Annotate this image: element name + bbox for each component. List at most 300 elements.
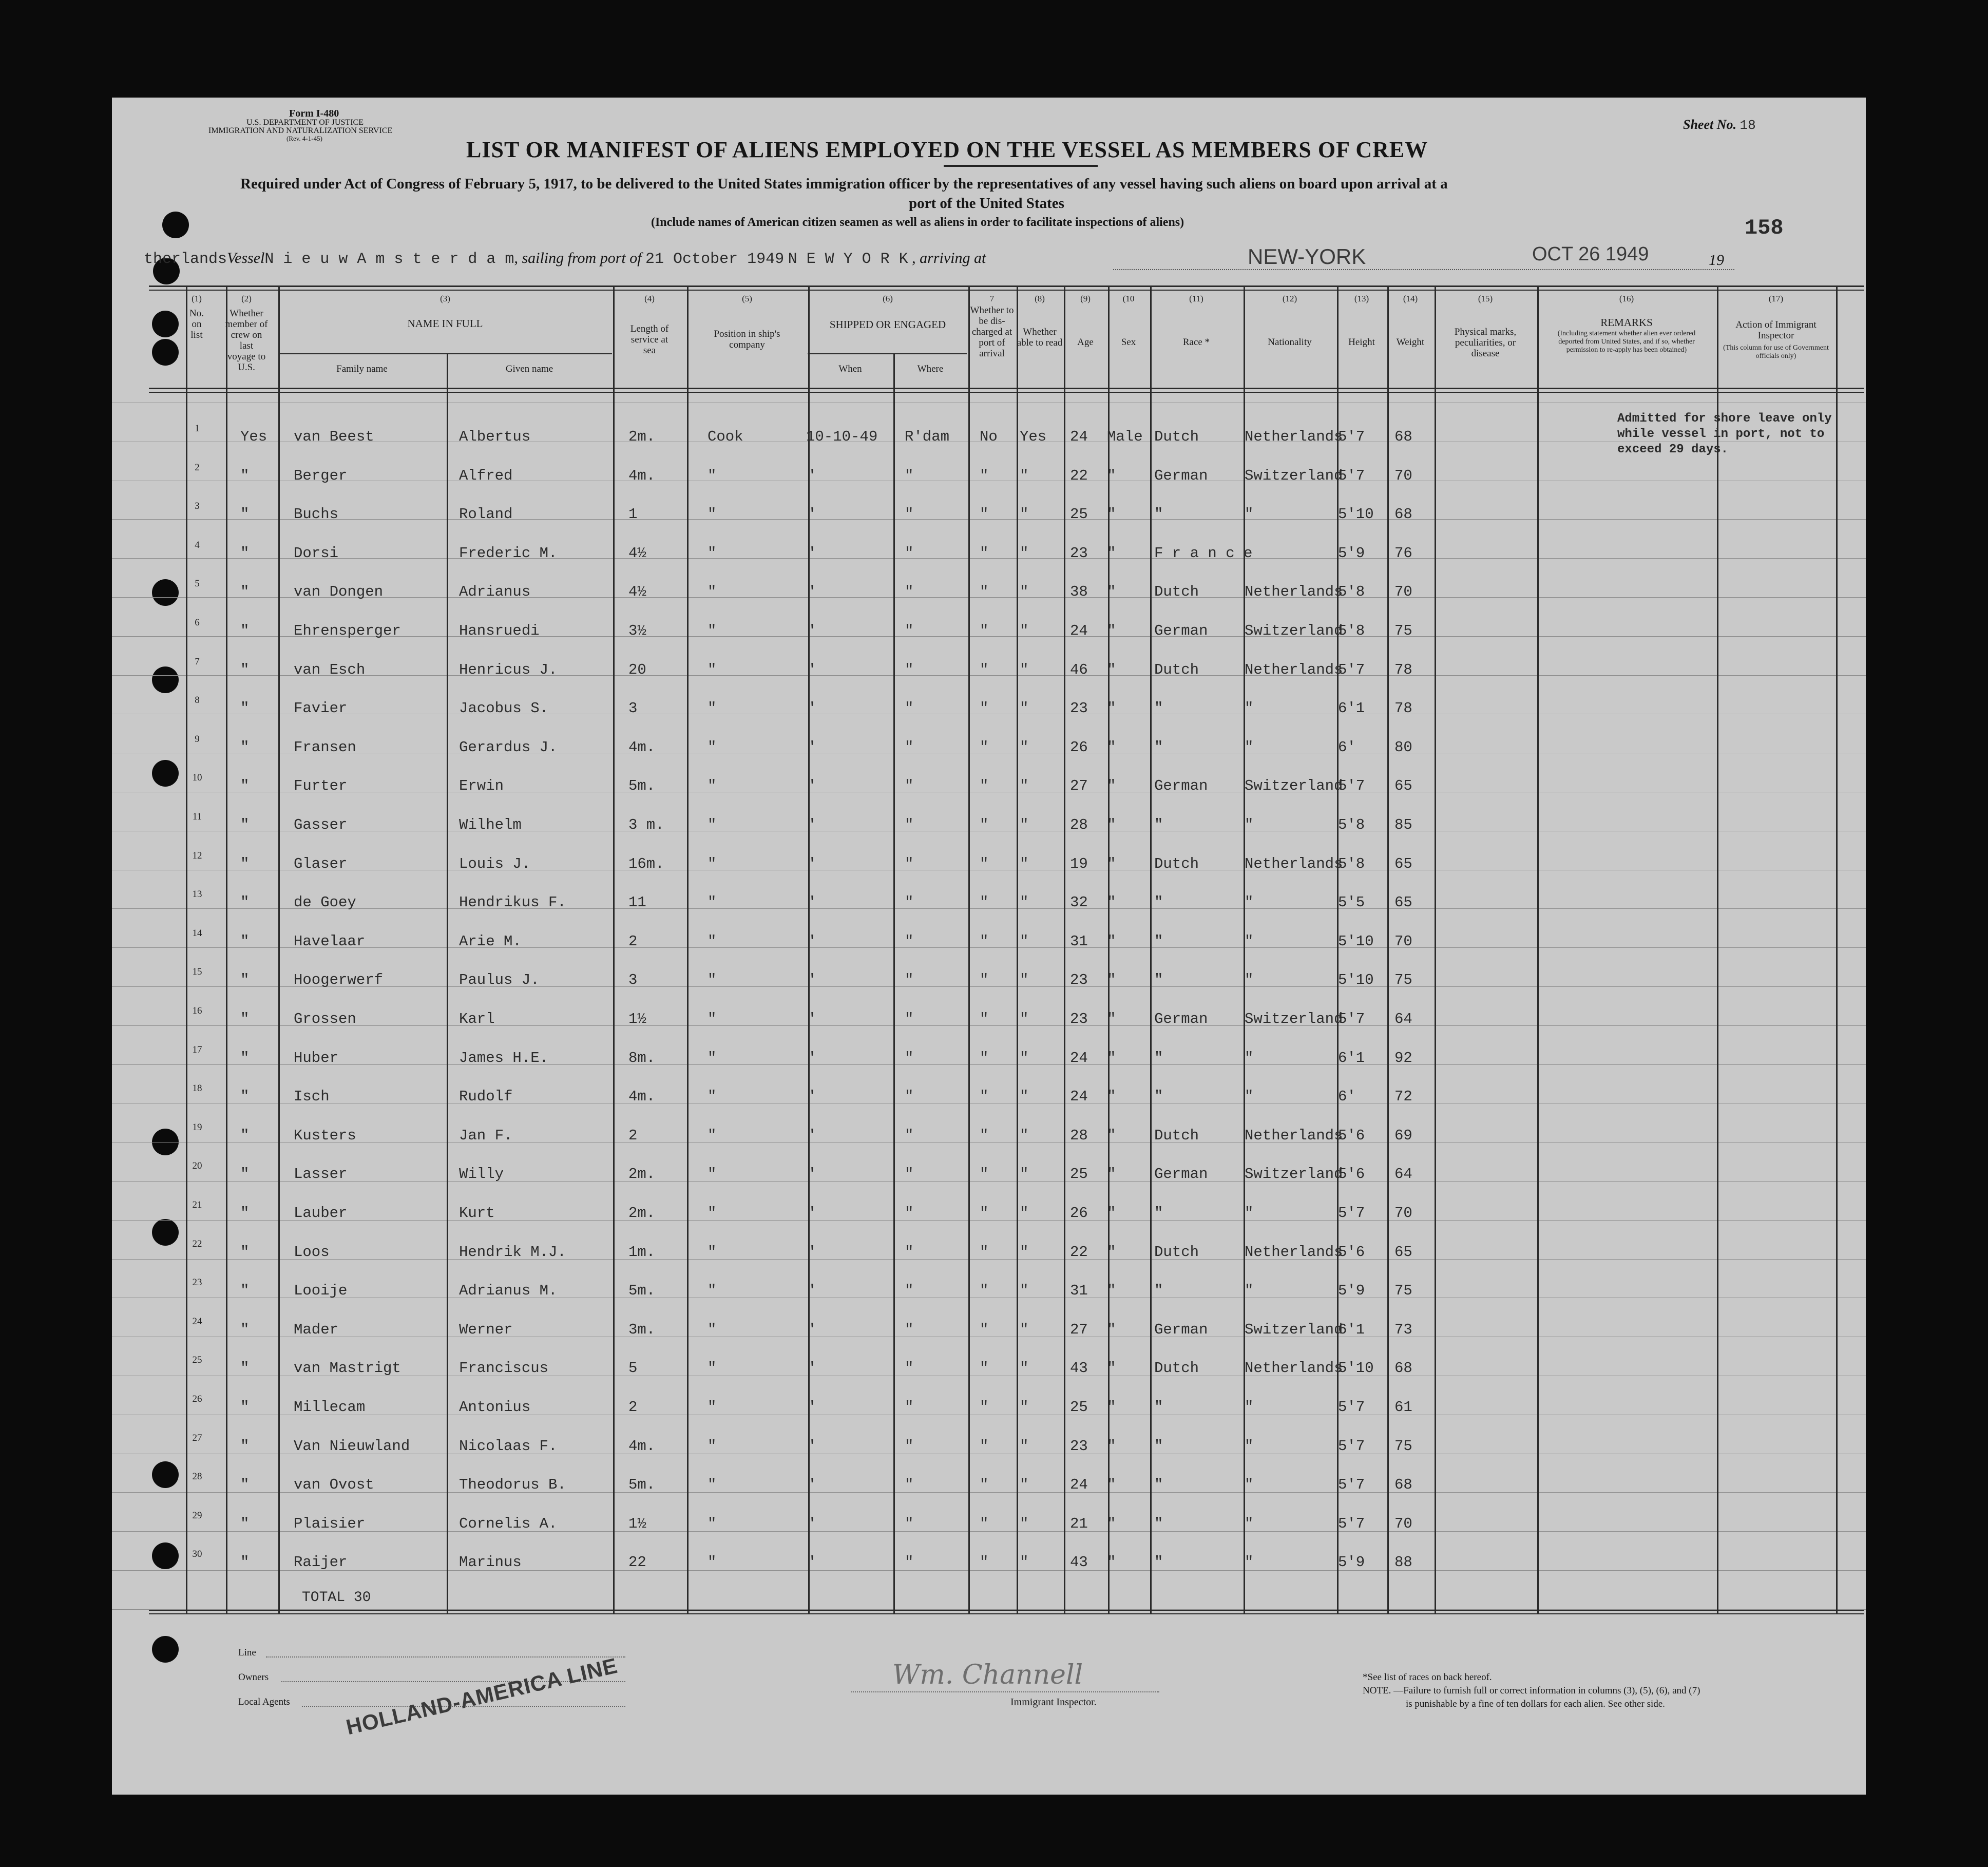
age-cell: 23 xyxy=(1070,544,1088,562)
age-cell: 31 xyxy=(1070,932,1088,950)
able-to-read-cell: " xyxy=(1020,738,1029,756)
punch-hole xyxy=(152,760,179,787)
given-name-cell: Nicolaas F. xyxy=(459,1437,558,1455)
family-name-cell: Mader xyxy=(294,1321,339,1338)
col-header-read: Whether able to read xyxy=(1017,327,1063,348)
shipped-where-cell: " xyxy=(905,1127,914,1144)
height-cell: 5'10 xyxy=(1338,506,1374,523)
family-name-cell: Ehrensperger xyxy=(294,622,401,639)
column-line xyxy=(1537,285,1539,1613)
revision: (Rev. 4-1-45) xyxy=(286,135,322,142)
punch-hole xyxy=(152,666,179,693)
discharged-cell: " xyxy=(980,1243,989,1261)
vessel-nationality: therlands xyxy=(144,251,227,268)
col-header-given: Given name xyxy=(505,364,553,374)
age-cell: 24 xyxy=(1070,428,1088,445)
shipped-when-cell: " xyxy=(806,1127,815,1144)
family-name-cell: Kusters xyxy=(294,1127,356,1144)
subtitle: port of the United States xyxy=(909,195,1064,212)
given-name-cell: Cornelis A. xyxy=(459,1515,558,1532)
column-line xyxy=(1017,285,1018,1613)
nationality-cell: " xyxy=(1245,1282,1254,1300)
shipped-where-cell: " xyxy=(905,1166,914,1183)
discharged-cell: " xyxy=(980,1088,989,1106)
given-name-cell: Paulus J. xyxy=(459,971,540,989)
weight-cell: 73 xyxy=(1394,1321,1412,1338)
punch-hole xyxy=(152,1542,179,1569)
service-length-cell: 2 xyxy=(628,1127,638,1144)
weight-cell: 61 xyxy=(1394,1399,1412,1416)
service-length-cell: 1m. xyxy=(628,1243,656,1261)
col-number: (13) xyxy=(1354,294,1369,303)
total-count: TOTAL 30 xyxy=(302,1590,371,1606)
sailing-port: N E W Y O R K xyxy=(788,251,908,268)
row-number: 29 xyxy=(192,1510,202,1521)
row-number: 10 xyxy=(192,772,202,784)
given-name-cell: Albertus xyxy=(459,428,531,445)
age-cell: 24 xyxy=(1070,1476,1088,1494)
column-line xyxy=(278,285,280,1613)
height-cell: 5'8 xyxy=(1338,816,1365,833)
last-voyage-cell: " xyxy=(240,1399,250,1416)
col-header-shipped: SHIPPED OR ENGAGED xyxy=(829,318,946,331)
able-to-read-cell: " xyxy=(1020,1437,1029,1455)
given-name-cell: James H.E. xyxy=(459,1049,549,1066)
col-number: (11) xyxy=(1189,294,1203,303)
race-cell: " xyxy=(1154,932,1163,950)
position-cell: " xyxy=(708,1321,717,1338)
sex-cell: " xyxy=(1107,1554,1116,1571)
weight-cell: 68 xyxy=(1394,428,1412,445)
race-cell: " xyxy=(1154,816,1163,833)
family-name-cell: Gasser xyxy=(294,816,348,833)
ruled-line xyxy=(112,675,1866,676)
height-cell: 5'9 xyxy=(1338,544,1365,562)
sex-cell: " xyxy=(1107,544,1116,562)
family-name-cell: van Esch xyxy=(294,661,366,678)
punch-hole xyxy=(162,212,189,238)
row-number: 30 xyxy=(192,1549,202,1560)
position-cell: " xyxy=(708,777,717,795)
position-cell: " xyxy=(708,1476,717,1494)
nationality-cell: " xyxy=(1245,506,1254,523)
column-line xyxy=(1836,285,1838,1613)
weight-cell: 64 xyxy=(1394,1011,1412,1027)
able-to-read-cell: " xyxy=(1020,777,1029,795)
position-cell: " xyxy=(708,1399,717,1416)
shipped-when-cell: " xyxy=(806,738,815,756)
family-name-cell: Grossen xyxy=(294,1011,356,1027)
weight-cell: 65 xyxy=(1394,777,1412,795)
last-voyage-cell: " xyxy=(240,622,250,639)
service-length-cell: 1½ xyxy=(628,1515,646,1532)
last-voyage-cell: " xyxy=(240,738,250,756)
height-cell: 5'8 xyxy=(1338,855,1365,872)
ruled-line xyxy=(112,1609,1866,1610)
ruled-line xyxy=(112,947,1866,948)
sheet-number: 18 xyxy=(1740,118,1756,133)
last-voyage-cell: " xyxy=(240,661,250,678)
position-cell: " xyxy=(708,932,717,950)
given-name-cell: Erwin xyxy=(459,777,504,795)
position-cell: " xyxy=(708,583,717,601)
discharged-cell: " xyxy=(980,816,989,833)
age-cell: 22 xyxy=(1070,1243,1088,1261)
given-name-cell: Hansruedi xyxy=(459,622,540,639)
discharged-cell: No xyxy=(980,428,998,445)
age-cell: 21 xyxy=(1070,1515,1088,1532)
sex-cell: " xyxy=(1107,1399,1116,1416)
discharged-cell: " xyxy=(980,506,989,523)
col-header-physical: Physical marks, peculiarities, or disease xyxy=(1454,327,1517,359)
column-line xyxy=(893,353,895,1613)
able-to-read-cell: " xyxy=(1020,467,1029,484)
column-line xyxy=(687,285,689,1613)
col-number: (6) xyxy=(883,294,893,303)
family-name-cell: Glaser xyxy=(294,855,348,872)
sex-cell: " xyxy=(1107,738,1116,756)
given-name-cell: Karl xyxy=(459,1011,495,1027)
discharged-cell: " xyxy=(980,894,989,911)
shipped-where-cell: " xyxy=(905,1399,914,1416)
height-cell: 5'7 xyxy=(1338,777,1365,795)
family-name-cell: Lasser xyxy=(294,1166,348,1183)
row-number: 13 xyxy=(192,889,202,900)
page-number: 158 xyxy=(1745,216,1784,240)
race-cell: " xyxy=(1154,1049,1163,1066)
nationality-cell: " xyxy=(1245,971,1254,989)
position-cell: " xyxy=(708,1554,717,1571)
age-cell: 28 xyxy=(1070,816,1088,833)
race-cell: " xyxy=(1154,1205,1163,1222)
inspector-label: Immigrant Inspector. xyxy=(1010,1697,1097,1708)
race-cell: Dutch xyxy=(1154,428,1199,445)
shipped-where-cell: " xyxy=(905,1321,914,1338)
sex-cell: " xyxy=(1107,816,1116,833)
position-cell: " xyxy=(708,1282,717,1300)
last-voyage-cell: " xyxy=(240,855,250,872)
col-header-action: Action of Immigrant Inspector xyxy=(1735,319,1817,341)
sex-cell: " xyxy=(1107,932,1116,950)
shipped-when-cell: " xyxy=(806,1282,815,1300)
shipped-where-cell: " xyxy=(905,1360,914,1377)
row-number: 9 xyxy=(195,733,200,745)
service-length-cell: 3 m. xyxy=(628,816,664,833)
discharged-cell: " xyxy=(980,467,989,484)
race-cell: " xyxy=(1154,700,1163,717)
punch-hole xyxy=(152,1461,179,1488)
col-header-action-note: (This column for use of Government officials only) xyxy=(1723,344,1829,360)
column-line xyxy=(1717,285,1718,1613)
ruled-line xyxy=(112,1181,1866,1182)
family-name-cell: Raijer xyxy=(294,1554,348,1571)
nationality-cell: Netherlands xyxy=(1245,661,1343,678)
service-length-cell: 3m. xyxy=(628,1321,656,1338)
height-cell: 6' xyxy=(1338,738,1356,756)
nationality-cell: " xyxy=(1245,1088,1254,1106)
last-voyage-cell: " xyxy=(240,1088,250,1106)
race-cell: German xyxy=(1154,777,1208,795)
age-cell: 43 xyxy=(1070,1554,1088,1571)
shipped-where-cell: " xyxy=(905,1476,914,1494)
service-length-cell: 5m. xyxy=(628,1282,656,1300)
position-cell: " xyxy=(708,544,717,562)
sex-cell: " xyxy=(1107,1437,1116,1455)
able-to-read-cell: " xyxy=(1020,1360,1029,1377)
col-header-position: Position in ship's company xyxy=(714,329,780,350)
family-name-cell: Dorsi xyxy=(294,544,339,562)
sex-cell: " xyxy=(1107,661,1116,678)
shipped-where-cell: " xyxy=(905,661,914,678)
col-number: (15) xyxy=(1478,294,1493,303)
race-cell: Dutch xyxy=(1154,583,1199,601)
discharged-cell: " xyxy=(980,1476,989,1494)
shipped-where-cell: " xyxy=(905,1049,914,1066)
service-length-cell: 2m. xyxy=(628,1205,656,1222)
position-cell: " xyxy=(708,1049,717,1066)
row-number: 2 xyxy=(195,462,200,473)
row-number: 11 xyxy=(192,811,202,822)
service-length-cell: 3½ xyxy=(628,622,646,639)
discharged-cell: " xyxy=(980,1437,989,1455)
col-header-weight: Weight xyxy=(1396,337,1425,348)
shipped-when-cell: " xyxy=(806,777,815,795)
able-to-read-cell: Yes xyxy=(1020,428,1047,445)
service-length-cell: 5m. xyxy=(628,777,656,795)
given-name-cell: Jacobus S. xyxy=(459,700,549,717)
discharged-cell: " xyxy=(980,1554,989,1571)
col-header-last-voyage: Whether member of crew on last voyage to U.S. xyxy=(225,308,268,373)
remarks-line: Admitted for shore leave only xyxy=(1617,412,1832,426)
nationality-cell: Netherlands xyxy=(1245,1243,1343,1261)
discharged-cell: " xyxy=(980,1166,989,1183)
shipped-when-cell: " xyxy=(806,1049,815,1066)
able-to-read-cell: " xyxy=(1020,1399,1029,1416)
col-header-family: Family name xyxy=(336,364,388,374)
given-name-cell: Frederic M. xyxy=(459,544,558,562)
last-voyage-cell: " xyxy=(240,506,250,523)
service-length-cell: 4m. xyxy=(628,738,656,756)
nationality-cell: " xyxy=(1245,1476,1254,1494)
ruled-line xyxy=(112,1025,1866,1026)
given-name-cell: Rudolf xyxy=(459,1088,513,1106)
weight-cell: 72 xyxy=(1394,1088,1412,1106)
shipped-when-cell: " xyxy=(806,700,815,717)
inspector-signature: Wm. Channell xyxy=(892,1660,1083,1690)
position-cell: " xyxy=(708,738,717,756)
age-cell: 26 xyxy=(1070,1205,1088,1222)
shipped-when-cell: " xyxy=(806,1360,815,1377)
family-name-cell: van Mastrigt xyxy=(294,1360,401,1377)
shipped-where-cell: " xyxy=(905,506,914,523)
race-cell: " xyxy=(1154,738,1163,756)
column-line xyxy=(968,285,970,1613)
height-cell: 5'8 xyxy=(1338,583,1365,601)
able-to-read-cell: " xyxy=(1020,971,1029,989)
given-name-cell: Hendrikus F. xyxy=(459,894,566,911)
age-cell: 43 xyxy=(1070,1360,1088,1377)
column-line xyxy=(1064,285,1065,1613)
given-name-cell: Louis J. xyxy=(459,855,531,872)
nationality-cell: Netherlands xyxy=(1245,855,1343,872)
height-cell: 6'1 xyxy=(1338,1049,1365,1066)
last-voyage-cell: " xyxy=(240,583,250,601)
discharged-cell: " xyxy=(980,1321,989,1338)
height-cell: 5'6 xyxy=(1338,1166,1365,1183)
service-length-cell: 4½ xyxy=(628,544,646,562)
row-number: 28 xyxy=(192,1471,202,1482)
weight-cell: 65 xyxy=(1394,1243,1412,1261)
last-voyage-cell: " xyxy=(240,1011,250,1027)
able-to-read-cell: " xyxy=(1020,932,1029,950)
row-number: 22 xyxy=(192,1238,202,1249)
col-number: (16) xyxy=(1619,294,1634,303)
shipped-where-cell: " xyxy=(905,894,914,911)
col-header-age: Age xyxy=(1077,337,1094,348)
sex-cell: Male xyxy=(1107,428,1143,445)
able-to-read-cell: " xyxy=(1020,622,1029,639)
shipped-when-cell: " xyxy=(806,1437,815,1455)
row-number: 21 xyxy=(192,1199,202,1210)
height-cell: 6'1 xyxy=(1338,700,1365,717)
given-name-cell: Theodorus B. xyxy=(459,1476,566,1494)
race-cell: German xyxy=(1154,1011,1208,1027)
row-number: 1 xyxy=(195,423,200,434)
form-number: Form I-480 xyxy=(289,108,339,119)
position-cell: " xyxy=(708,1515,717,1532)
age-cell: 24 xyxy=(1070,1088,1088,1106)
position-cell: " xyxy=(708,1088,717,1106)
given-name-cell: Franciscus xyxy=(459,1360,549,1377)
sailing-date: 21 October 1949 xyxy=(645,251,785,268)
row-number: 16 xyxy=(192,1005,202,1016)
shipped-when-cell: " xyxy=(806,544,815,562)
sub-header-rule xyxy=(808,353,967,354)
last-voyage-cell: " xyxy=(240,1554,250,1571)
race-cell: " xyxy=(1154,506,1163,523)
last-voyage-cell: " xyxy=(240,971,250,989)
nationality-cell: " xyxy=(1245,1205,1254,1222)
race-cell: Dutch xyxy=(1154,1127,1199,1144)
col-header-race: Race * xyxy=(1182,337,1210,348)
col-number: (8) xyxy=(1035,294,1045,303)
row-number: 18 xyxy=(192,1083,202,1094)
col-header-height: Height xyxy=(1348,337,1375,348)
height-cell: 6'1 xyxy=(1338,1321,1365,1338)
shipped-where-cell: " xyxy=(905,777,914,795)
age-cell: 26 xyxy=(1070,738,1088,756)
line-label: Line xyxy=(238,1647,256,1658)
able-to-read-cell: " xyxy=(1020,1011,1029,1027)
nationality-cell: Switzerland xyxy=(1245,622,1343,639)
given-name-cell: Gerardus J. xyxy=(459,738,558,756)
weight-cell: 75 xyxy=(1394,971,1412,989)
header-bottom-border xyxy=(149,388,1864,389)
sex-cell: " xyxy=(1107,583,1116,601)
shipped-where-cell: " xyxy=(905,738,914,756)
family-name-cell: Havelaar xyxy=(294,932,366,950)
shipped-where-cell: " xyxy=(905,700,914,717)
weight-cell: 68 xyxy=(1394,1476,1412,1494)
last-voyage-cell: " xyxy=(240,932,250,950)
weight-cell: 80 xyxy=(1394,738,1412,756)
family-name-cell: Berger xyxy=(294,467,348,484)
page-title: LIST OR MANIFEST OF ALIENS EMPLOYED ON THE VESSEL AS MEMBERS OF CREW xyxy=(466,137,1428,162)
height-cell: 5'7 xyxy=(1338,1515,1365,1532)
last-voyage-cell: " xyxy=(240,700,250,717)
col-header-service: Length of service at sea xyxy=(630,323,669,356)
nationality-cell: " xyxy=(1245,894,1254,911)
shipped-when-cell: " xyxy=(806,816,815,833)
weight-cell: 64 xyxy=(1394,1166,1412,1183)
nationality-cell: " xyxy=(1245,932,1254,950)
given-name-cell: Werner xyxy=(459,1321,513,1338)
family-name-cell: Looije xyxy=(294,1282,348,1300)
weight-cell: 69 xyxy=(1394,1127,1412,1144)
race-cell: Dutch xyxy=(1154,661,1199,678)
row-number: 24 xyxy=(192,1316,202,1327)
height-cell: 5'7 xyxy=(1338,1399,1365,1416)
punch-hole xyxy=(152,579,179,606)
nationality-cell: " xyxy=(1245,1437,1254,1455)
sex-cell: " xyxy=(1107,467,1116,484)
age-cell: 31 xyxy=(1070,1282,1088,1300)
last-voyage-cell: " xyxy=(240,816,250,833)
nationality-cell: " xyxy=(1245,1515,1254,1532)
weight-cell: 70 xyxy=(1394,932,1412,950)
col-number: 7 xyxy=(989,294,995,303)
age-cell: 24 xyxy=(1070,1049,1088,1066)
column-line xyxy=(447,353,448,1613)
discharged-cell: " xyxy=(980,1127,989,1144)
sex-cell: " xyxy=(1107,1127,1116,1144)
able-to-read-cell: " xyxy=(1020,1282,1029,1300)
col-number: (3) xyxy=(440,294,450,303)
agents-label: Local Agents xyxy=(238,1697,290,1707)
family-name-cell: van Ovost xyxy=(294,1476,374,1494)
nationality-cell: " xyxy=(1245,1399,1254,1416)
discharged-cell: " xyxy=(980,1515,989,1532)
shipped-when-cell: " xyxy=(806,1321,815,1338)
sex-cell: " xyxy=(1107,1166,1116,1183)
year-label: 19 xyxy=(1709,252,1724,269)
punch-hole xyxy=(152,339,179,366)
service-length-cell: 3 xyxy=(628,700,638,717)
weight-cell: 70 xyxy=(1394,583,1412,601)
col-header-discharged: Whether to be dis-charged at port of arrival xyxy=(970,305,1014,359)
family-name-cell: van Beest xyxy=(294,428,374,445)
race-cell: " xyxy=(1154,894,1163,911)
ruled-line xyxy=(112,558,1866,559)
ruled-line xyxy=(112,908,1866,909)
shipped-when-cell: " xyxy=(806,1205,815,1222)
shipped-when-cell: " xyxy=(806,1399,815,1416)
row-number: 26 xyxy=(192,1394,202,1404)
position-cell: " xyxy=(708,1205,717,1222)
last-voyage-cell: " xyxy=(240,544,250,562)
row-number: 19 xyxy=(192,1121,202,1133)
service-length-cell: 3 xyxy=(628,971,638,989)
shipped-when-cell: " xyxy=(806,1554,815,1571)
age-cell: 19 xyxy=(1070,855,1088,872)
given-name-cell: Marinus xyxy=(459,1554,522,1571)
able-to-read-cell: " xyxy=(1020,583,1029,601)
height-cell: 5'5 xyxy=(1338,894,1365,911)
table-top-border xyxy=(149,290,1864,291)
service-length-cell: 16m. xyxy=(628,855,664,872)
discharged-cell: " xyxy=(980,622,989,639)
date-stamp: OCT 26 1949 xyxy=(1532,243,1649,265)
